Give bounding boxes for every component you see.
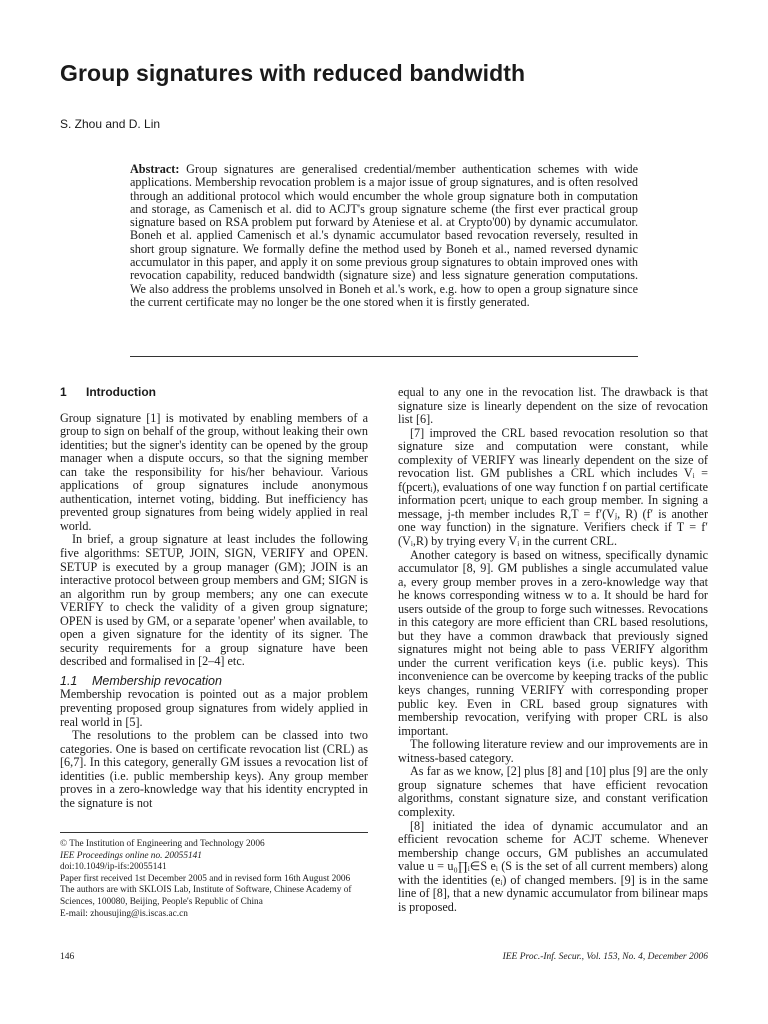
intro-paragraph-1: Group signature [1] is motivated by enabling members of a group to sign on behalf of the group, without leaking their own identities; but the signer's identity can be opened by the group manager when a dispute occurs, so that the signing member can take the responsibility for his/her behaviour. Various applications of group signatures include anonymous authentication, internet voting, bidding. But inefficiency has prevented group signatures from being widely applied in real world. bbox=[60, 410, 368, 533]
right-paragraph-5: As far as we know, [2] plus [8] and [10] plus [9] are the only group signature schemes that have efficient revocation algorithms, constant signature size, and constant verification complexity. bbox=[398, 764, 708, 819]
subsection-title: Membership revocation bbox=[92, 673, 222, 688]
abstract-divider bbox=[130, 356, 638, 357]
right-paragraph-1: equal to any one in the revocation list. The drawback is that signature size is linearly dependent on the size of revocation list [6]. bbox=[398, 385, 708, 427]
abstract bbox=[130, 163, 638, 309]
journal-citation: IEE Proc.-Inf. Secur., Vol. 153, No. 4, December 2006 bbox=[502, 952, 708, 962]
right-paragraph-2: [7] improved the CRL based revocation resolution so that signature size and computation were constant, while complexity of VERIFY was linearly dependent on the size of revocation list. GM publishes a CRL which includes Vᵢ = f(pcertᵢ), evaluations of one way function f on partial certificate information pcertᵢ unique to each group member. In signing a message, j-th member includes R,T = f′(Vⱼ, R) (f′ is another one way function) in the signature. Verifiers check if T = f′(Vᵢ,R) by trying every Vᵢ in the current CRL. bbox=[398, 425, 708, 549]
page-number: 146 bbox=[60, 952, 75, 962]
right-paragraph-6: [8] initiated the idea of dynamic accumulator and an efficient revocation scheme for ACJT scheme. Whenever membership change occurs, GM publishes an accumulated value u = u₀∏ᵢ∈S eᵢ (S is the set of all current members) along with the identities (eᵢ) of changed members. [9] is in the same line of [8], that a new dynamic accumulator from bilinear maps is proposed. bbox=[398, 818, 708, 914]
affiliation-note: The authors are with SKLOIS Lab, Institute of Software, Chinese Academy of Sciences, 100080, Beijing, People's Republic of China bbox=[60, 885, 352, 907]
subsection-number: 1.1 bbox=[60, 673, 78, 688]
section-number: 1 bbox=[60, 385, 67, 399]
left-column bbox=[60, 386, 368, 810]
intro-paragraph-2: In brief, a group signature at least includes the following five algorithms: SETUP, JOIN, SIGN, VERIFY and OPEN. SETUP is executed by a group manager (GM); JOIN is an interactive protocol between group members and GM; SIGN is an algorithm run by group members; any one can execute VERIFY to check the validity of a given group signature; OPEN is used by GM, or a separate 'opener' when available, to open a given signature for the identity of its signer. The security requirements for a group signature have been described and formalised in [2–4] etc. bbox=[60, 532, 368, 669]
received-note: Paper first received 1st December 2005 and in revised form 16th August 2006 bbox=[60, 873, 351, 884]
right-column bbox=[398, 386, 708, 914]
right-paragraph-3: Another category is based on witness, specifically dynamic accumulator [8, 9]. GM publishes a single accumulated value a, every group member proves in a zero-knowledge way that he knows corresponding witness w to a. It should be hard for users outside of the group to forge such witnesses. Revocations in this category are more efficient than CRL based resolutions, but they have a common drawback that previously signed signatures might not being able to pass VERIFY algorithm under the current verification keys (i.e. public keys). This inconvenience can be overcome by keeping tracks of the public keys changes, running VERIFY with corresponding proper public key. Even in CRL based group signatures with membership revocation, verifying with proper CRL is also important. bbox=[398, 547, 708, 738]
revocation-paragraph-1: Membership revocation is pointed out as a major problem preventing proposed group signatures from widely applied in real world in [5]. bbox=[60, 687, 368, 729]
subsection-1-1-heading bbox=[60, 675, 368, 689]
abstract-text: Group signatures are generalised credential/member authentication schemes with wide applications. Membership revocation problem is a major issue of group signatures, and is often resolved through an additional protocol which would encumber the whole group signature both in computation and storage, as Camenisch et al. did to ACJT's group signature scheme (the first ever practical group signature based on RSA problem put forward by Ateniese et al. at Crypto'00) by dynamic accumulator. Boneh et al. applied Camenisch et al.'s dynamic accumulator based revocation reversely, resulted in short group signature. We formally define the method used by Boneh et al., named reversed dynamic accumulator in this paper, and apply it on some previous group signatures to obtain improved ones with revocation capability, reduced bandwidth (signature size) and less signature generation computations. We also address the problems unsolved in Boneh et al.'s work, e.g. how to open a group signature since the current certificate may no longer be the one stored when it is firstly generated. bbox=[130, 162, 638, 309]
revocation-paragraph-2: The resolutions to the problem can be classed into two categories. One is based on certificate revocation list (CRL) as [6,7]. In this category, generally GM issues a revocation list of identities (i.e. public membership keys). Any group member proves in a zero-knowledge way that his identity encrypted in the signature is not bbox=[60, 728, 368, 810]
paper-title: Group signatures with reduced bandwidth bbox=[60, 60, 526, 86]
right-paragraph-4: The following literature review and our improvements are in witness-based category. bbox=[398, 737, 708, 765]
copyright-note: © The Institution of Engineering and Technology 2006 bbox=[60, 839, 265, 849]
abstract-label: Abstract: bbox=[130, 162, 180, 176]
doi-note: doi:10.1049/ip-ifs:20055141 bbox=[60, 862, 167, 873]
section-1-heading bbox=[60, 386, 368, 400]
email-note: E-mail: zhousujing@is.iscas.ac.cn bbox=[60, 908, 188, 919]
footnotes bbox=[60, 832, 368, 920]
online-note: IEE Proceedings online no. 20055141 bbox=[60, 850, 202, 861]
section-title: Introduction bbox=[86, 385, 156, 399]
authors: S. Zhou and D. Lin bbox=[60, 117, 161, 131]
